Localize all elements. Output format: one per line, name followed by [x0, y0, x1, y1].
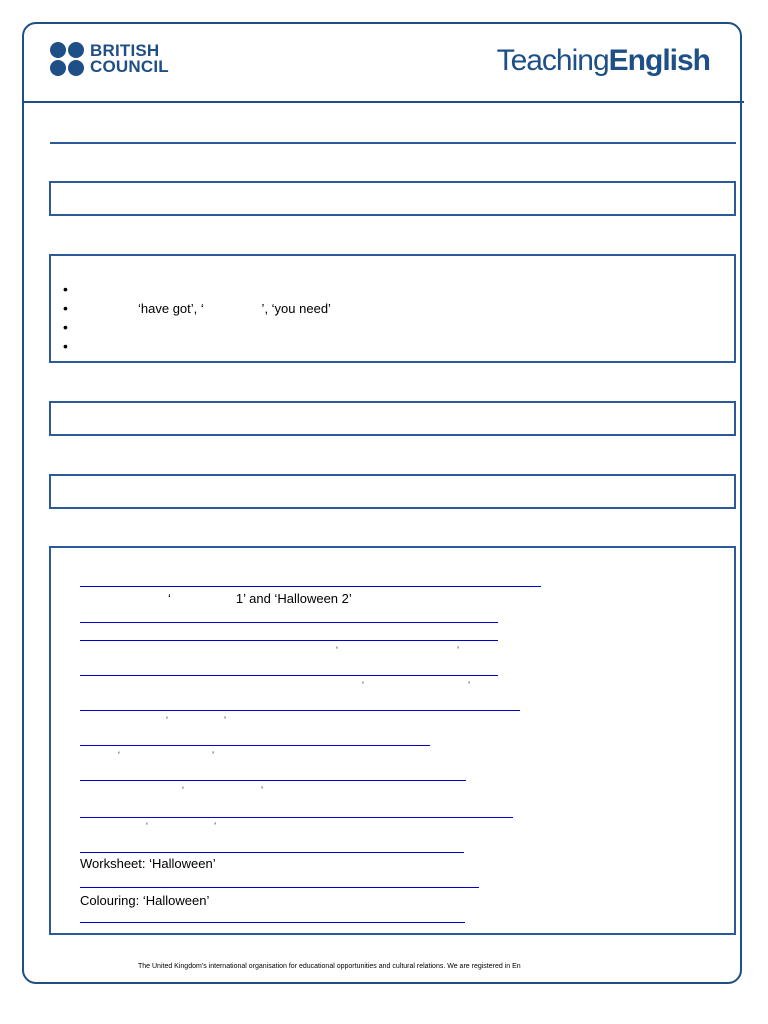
materials-box [49, 546, 736, 935]
british-council-dots-icon [50, 42, 84, 76]
material-link-10[interactable] [80, 887, 479, 888]
material-link-3[interactable] [80, 640, 498, 641]
section-box-1 [49, 181, 736, 216]
quote-open-2: ‘ [362, 680, 364, 690]
section-box-3 [49, 401, 736, 436]
bc-line-2: COUNCIL [90, 57, 169, 76]
quote-close-2: ’ [468, 680, 470, 690]
quote-close-5: ’ [261, 785, 263, 795]
teaching-english-logo [497, 44, 710, 78]
quote-open-1: ‘ [336, 645, 338, 655]
quote-close-6: ’ [214, 821, 216, 831]
footer-text: The United Kingdom’s international organisation for educational opportunities and cultural relations. We are registered in En [138, 963, 521, 970]
material-link-5[interactable] [80, 710, 520, 711]
bc-line-1: BRITISH [90, 41, 160, 60]
colouring-label: Colouring: ‘Halloween’ [80, 893, 210, 908]
quote-close-3: ’ [224, 715, 226, 725]
te-logo-english: English [608, 44, 710, 77]
material-link-1[interactable] [80, 586, 541, 587]
section-box-4 [49, 474, 736, 509]
worksheet-label: Worksheet: ‘Halloween’ [80, 856, 216, 871]
material-link-7[interactable] [80, 780, 466, 781]
quote-open-4: ‘ [118, 750, 120, 760]
material-link-8[interactable] [80, 817, 513, 818]
british-council-logo [50, 42, 169, 76]
british-council-wordmark [90, 43, 169, 75]
quote-open-3: ‘ [166, 715, 168, 725]
quote-open-5: ‘ [182, 785, 184, 795]
header-divider [22, 101, 744, 103]
material-link-6[interactable] [80, 745, 430, 746]
te-logo-teaching: Teaching [496, 44, 609, 77]
material-link-11[interactable] [80, 922, 465, 923]
halloween-flashcards-text: ‘ 1’ and ‘Halloween 2’ [168, 591, 352, 606]
title-underline [50, 142, 736, 144]
material-link-4[interactable] [80, 675, 498, 676]
objective-language-text: ‘have got’, ‘ ’, ‘you need’ [138, 301, 331, 316]
quote-close-1: ’ [457, 645, 459, 655]
material-link-2[interactable] [80, 622, 498, 623]
quote-close-4: ’ [212, 750, 214, 760]
quote-open-6: ‘ [146, 821, 148, 831]
material-link-9[interactable] [80, 852, 464, 853]
